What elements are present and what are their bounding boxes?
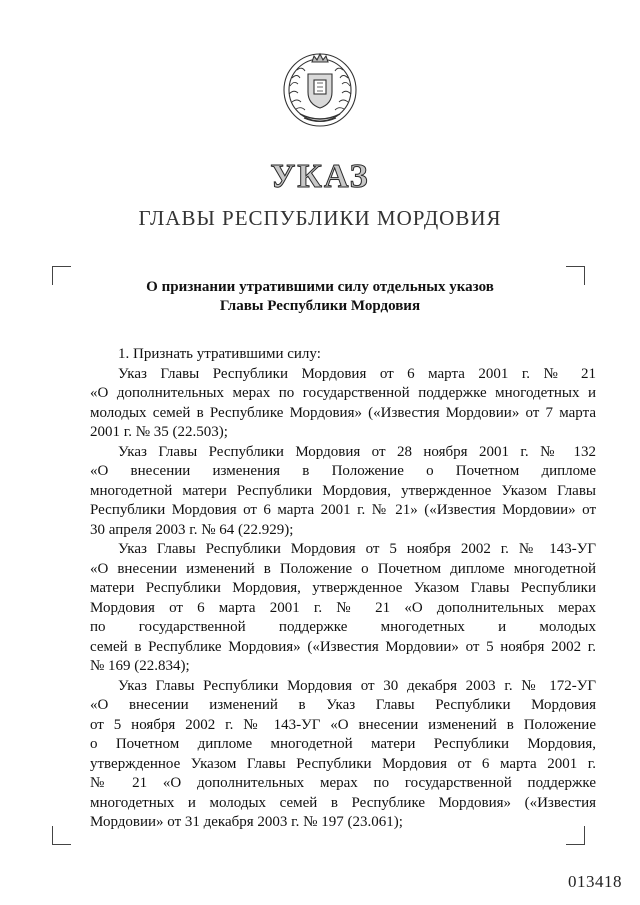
body-line: многодетных и молодых семей в Республике Мордовия» («Известия	[90, 794, 596, 811]
body-line: 30 апреля 2003 г. № 64 (22.929);	[90, 521, 294, 538]
corner-mark-top-left	[52, 266, 71, 285]
body-line: Мордовия от 6 марта 2001 г. № 21 «О дополнительных мерах	[90, 599, 596, 616]
body-line: Указ Главы Республики Мордовия от 28 ноября 2001 г. № 132	[118, 443, 596, 460]
body-line: по государственной поддержке многодетных и молодых	[90, 619, 596, 635]
body-line: № 169 (22.834);	[90, 658, 190, 674]
body-line: от 5 ноября 2002 г. № 143-УГ «О внесении изменений в Положение	[90, 716, 596, 733]
body-line: «О дополнительных мерах по государственной поддержке многодетных и	[90, 385, 596, 401]
body-line: утвержденное Указом Главы Республики Мордовия от 6 марта 2001 г.	[90, 755, 596, 772]
subject-line: Главы Республики Мордовия	[219, 298, 421, 314]
body-line: Мордовии» от 31 декабря 2003 г. № 197 (23.061);	[90, 814, 403, 830]
body-line: Республики Мордовия от 6 марта 2001 г. № 21» («Известия Мордовии» от	[90, 502, 596, 518]
subject-line: О признании утратившими силу отдельных указов	[146, 279, 494, 295]
body-line: молодых семей в Республике Мордовия» («Известия Мордовии» от 7 марта	[90, 404, 596, 421]
body-line: Указ Главы Республики Мордовия от 6 марта 2001 г. № 21	[118, 365, 596, 382]
body-line: «О внесении изменения в Положение о Почетном дипломе	[90, 463, 596, 479]
corner-mark-bottom-left	[52, 826, 71, 845]
body-line: матери Республики Мордовия, утвержденное Указом Главы Республики	[90, 580, 596, 596]
body-line: Указ Главы Республики Мордовия от 5 ноября 2002 г. № 143-УГ	[118, 541, 596, 557]
body-line: «О внесении изменений в Положение о Почетном дипломе многодетной	[90, 560, 596, 577]
body-line: Указ Главы Республики Мордовия от 30 декабря 2003 г. № 172-УГ	[118, 677, 596, 694]
body-line: № 21 «О дополнительных мерах по государственной поддержке	[90, 775, 596, 791]
corner-mark-top-right	[566, 266, 585, 285]
body-line: 1. Признать утратившими силу:	[118, 346, 321, 362]
coat-of-arms-icon	[276, 46, 364, 130]
document-number: 013418	[568, 872, 622, 891]
body-line: семей в Республике Мордовия» («Известия Мордовии» от 5 ноября 2002 г.	[90, 638, 596, 655]
body-line: 2001 г. № 35 (22.503);	[90, 424, 228, 440]
decree-subject	[90, 278, 550, 316]
body-line: многодетной матери Республики Мордовия, утвержденное Указом Главы	[90, 482, 596, 499]
decree-body	[90, 345, 596, 833]
body-line: «О внесении изменений в Указ Главы Республики Мордовия	[90, 697, 596, 713]
issuer-title: ГЛАВЫ РЕСПУБЛИКИ МОРДОВИЯ	[138, 206, 502, 230]
decree-title: УКАЗ	[270, 158, 370, 195]
body-line: о Почетном дипломе многодетной матери Республики Мордовия,	[90, 736, 596, 752]
